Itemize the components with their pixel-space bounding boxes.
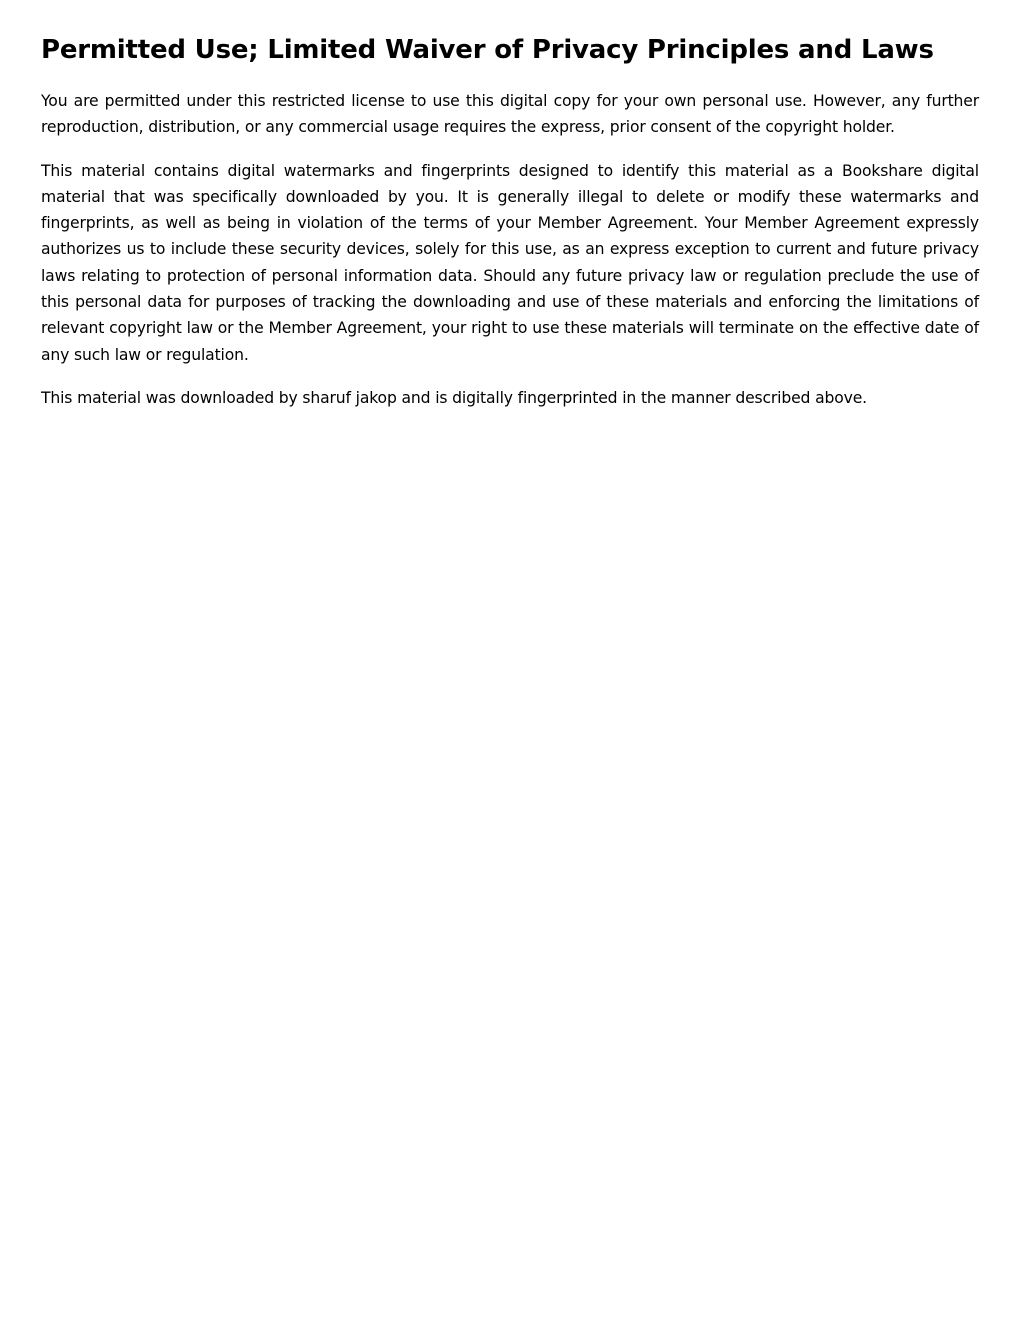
document-page [41,30,979,411]
page-title: Permitted Use; Limited Waiver of Privacy Principles and Laws [41,35,934,65]
license-paragraph: You are permitted under this restricted license to use this digital copy for your own personal use. However, any further reproduction, distribution, or any commercial usage requires the express, prior consent of the copyright holder. [41,92,979,137]
watermark-paragraph: This material contains digital watermarks and fingerprints designed to identify this material as a Bookshare digital material that was specifically downloaded by you. It is generally illegal to delete or modify these watermarks and fingerprints, as well as being in violation of the terms of your Member Agreement. Your Member Agreement expressly authorizes us to include these security devices, solely for this use, as an express exception to current and future privacy laws relating to protection of personal information data. Should any future privacy law or regulation preclude the use of this personal data for purposes of tracking the downloading and use of these materials and enforcing the limitations of relevant copyright law or the Member Agreement, your right to use these materials will terminate on the effective date of any such law or regulation. [41,161,979,364]
download-notice-paragraph: This material was downloaded by sharuf jakop and is digitally fingerprinted in the manner described above. [41,388,867,407]
